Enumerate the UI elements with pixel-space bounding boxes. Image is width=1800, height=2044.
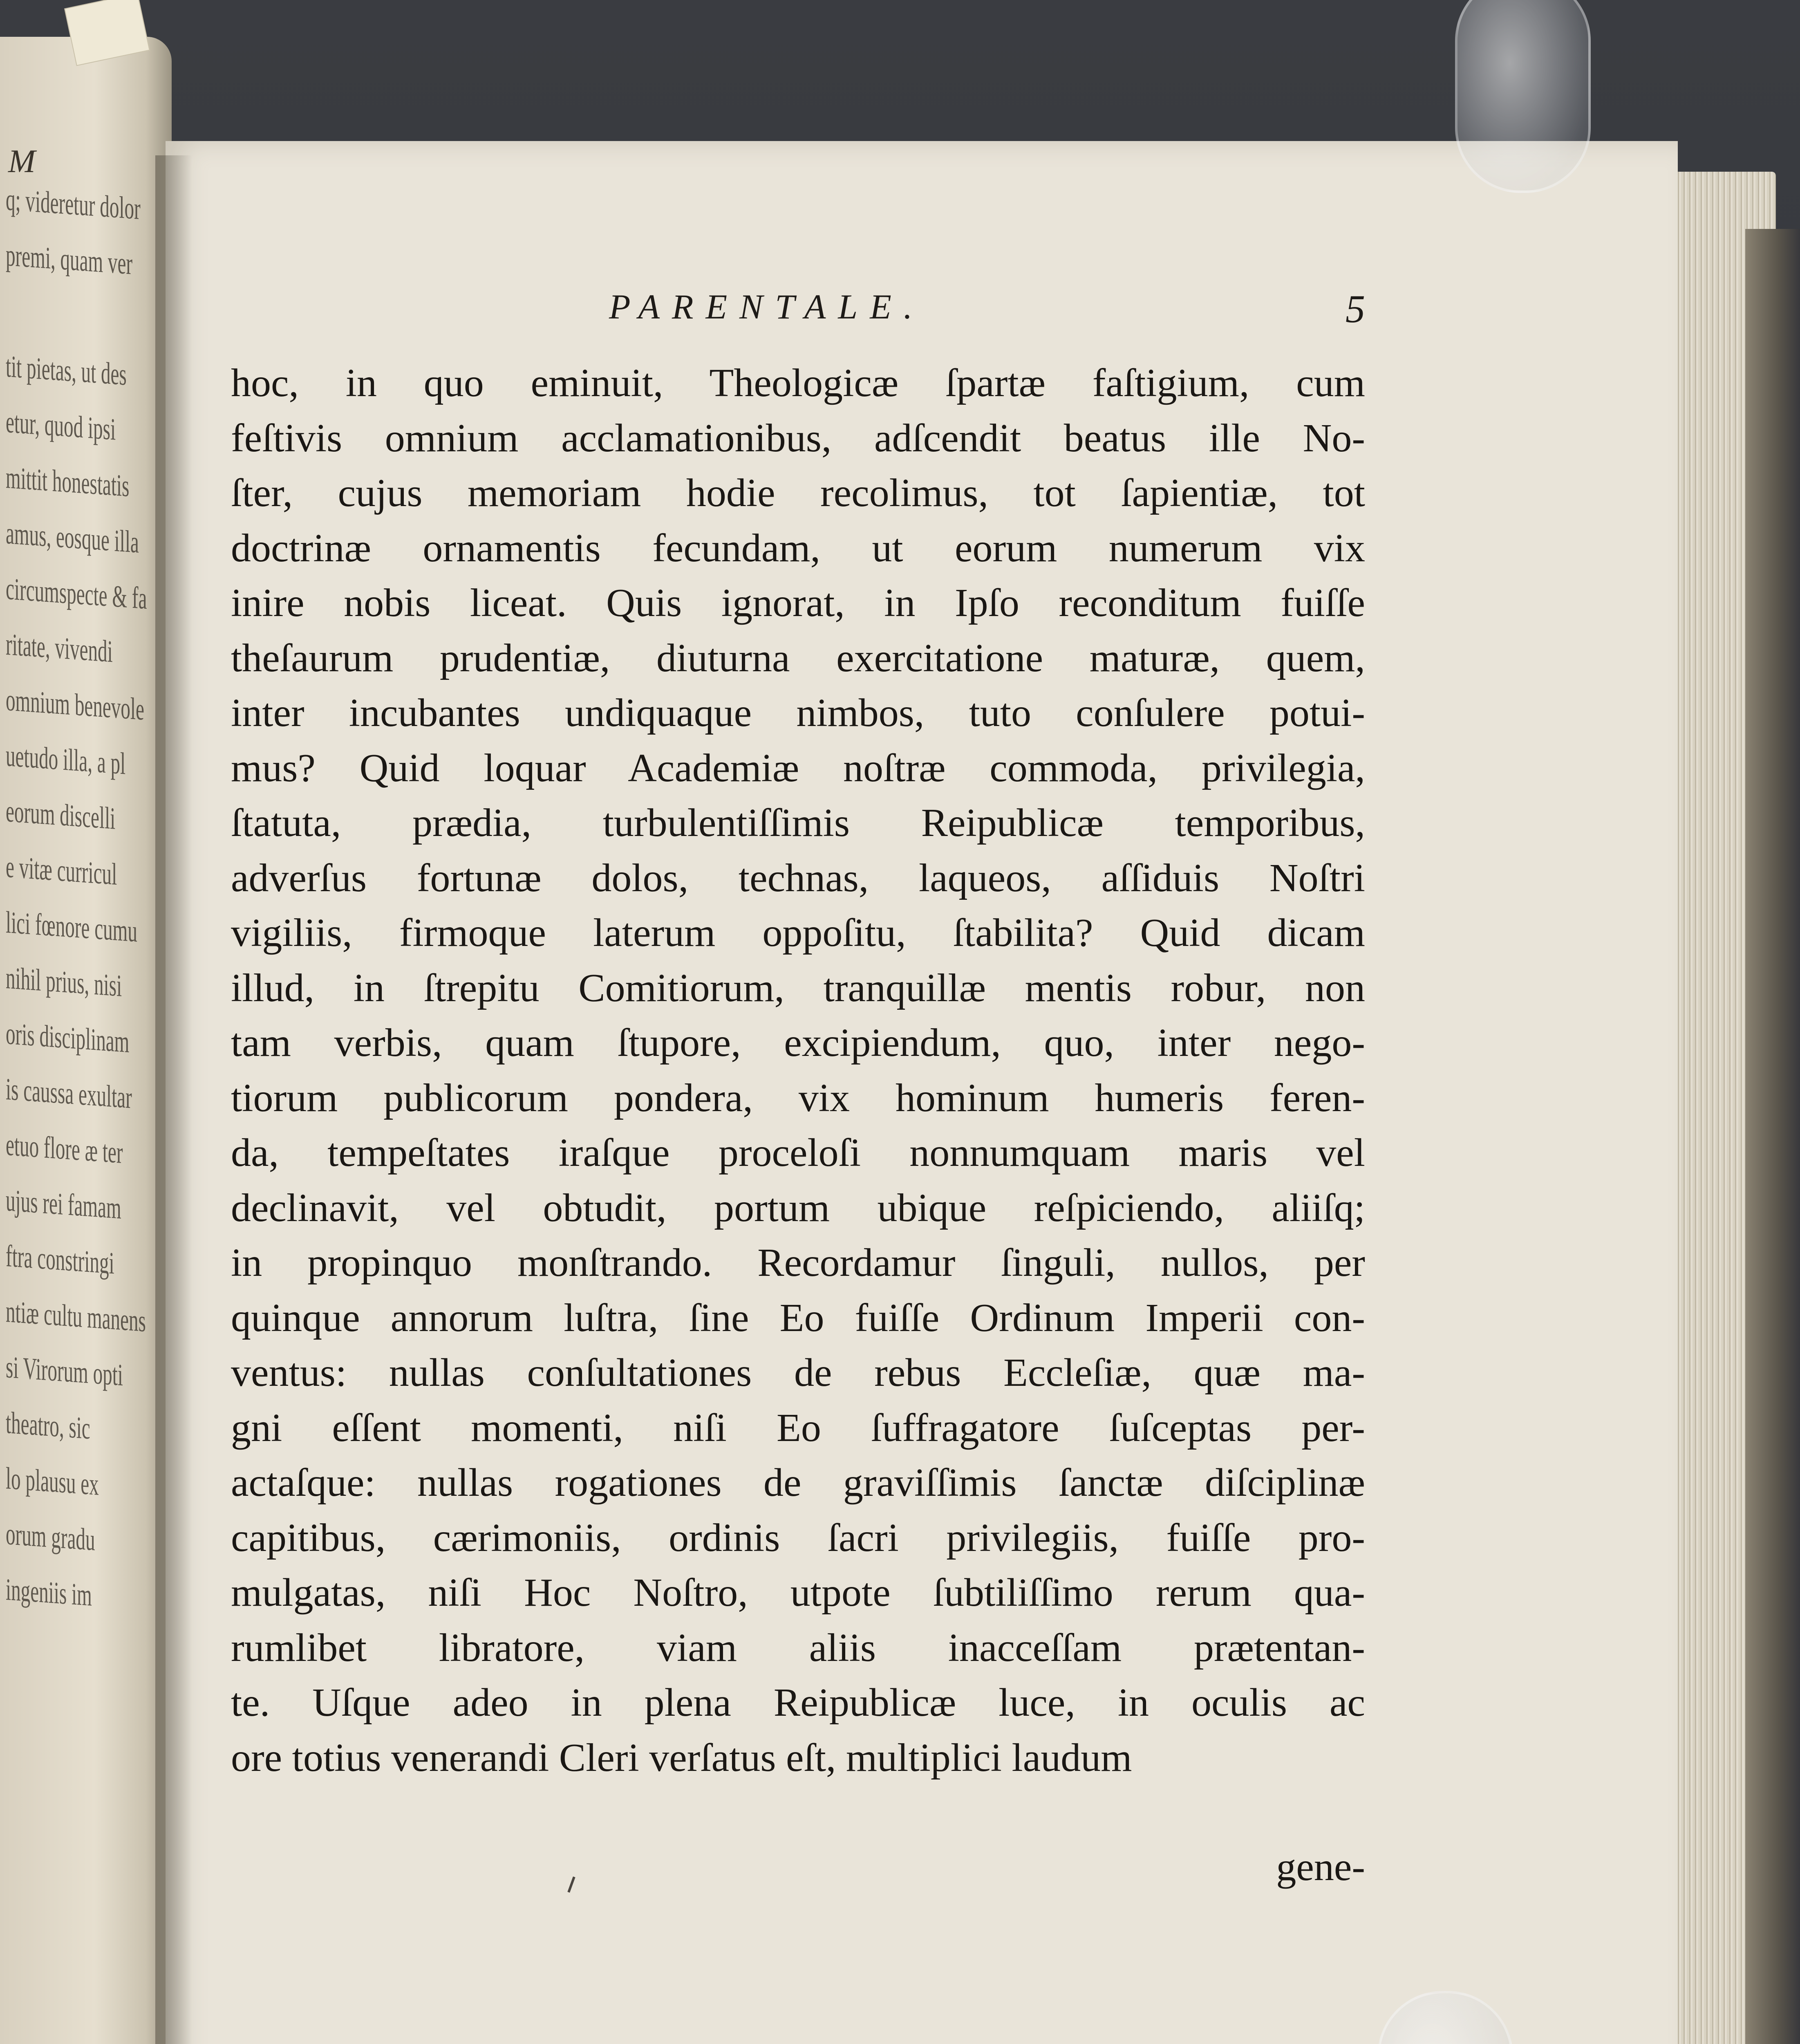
left-page-line: ntiæ cultu manens bbox=[6, 1294, 146, 1338]
text-line: hoc, in quo eminuit, Theologicæ ſpartæ faſtigium, cum bbox=[231, 361, 1365, 405]
text-line: ore totius venerandi Cleri verſatus eſt, multiplici laudum bbox=[231, 1735, 1132, 1780]
left-page-line: e vitæ curricul bbox=[6, 849, 117, 892]
left-page-line: si Virorum opti bbox=[6, 1350, 123, 1393]
running-head bbox=[446, 286, 1365, 339]
left-page-line: eorum discelli bbox=[6, 794, 116, 836]
text-line: actaſque: nullas rogationes de graviſſimis ſanctæ diſciplinæ bbox=[231, 1461, 1365, 1505]
book-cover-edge bbox=[1745, 229, 1800, 2044]
page-number: 5 bbox=[1346, 287, 1365, 331]
glass-weight-top bbox=[1455, 0, 1591, 193]
left-page-line: q; videretur dolor bbox=[6, 182, 141, 226]
text-line: te. Uſque adeo in plena Reipublicæ luce, in oculis ac bbox=[231, 1681, 1365, 1725]
body-text bbox=[231, 356, 1365, 1889]
left-page-line: amus, eosque illa bbox=[6, 516, 139, 560]
catchword: gene- bbox=[1276, 1845, 1365, 1889]
left-page-line: uetudo illa, a pl bbox=[6, 738, 126, 781]
left-page-line: orum gradu bbox=[6, 1517, 95, 1558]
left-page-edge bbox=[0, 37, 172, 2044]
text-line: ſtatuta, prædia, turbulentiſſimis Reipublicæ temporibus, bbox=[231, 801, 1365, 845]
left-page-line bbox=[6, 283, 112, 346]
left-page-line: mittit honestatis bbox=[6, 460, 130, 504]
text-line: mulgatas, niſi Hoc Noſtro, utpote ſubtiliſſimo rerum qua- bbox=[231, 1571, 1365, 1615]
text-line: mus? Quid loquar Academiæ noſtræ commoda, privilegia, bbox=[231, 746, 1365, 790]
left-page-line: omnium benevole bbox=[6, 683, 144, 727]
left-page-marginal-mark: M bbox=[8, 143, 36, 179]
text-line: tam verbis, quam ſtupore, excipiendum, quo, inter nego- bbox=[231, 1021, 1365, 1065]
left-page-line: ftra constringi bbox=[6, 1239, 114, 1281]
text-line: inire nobis liceat. Quis ignorat, in Ipſo reconditum fuiſſe bbox=[231, 581, 1365, 625]
left-page-line: ingeniis im bbox=[6, 1572, 92, 1613]
left-page-line: circumspecte & fa bbox=[6, 572, 147, 616]
text-line: vigiliis, firmoque laterum oppoſitu, ſtabilita? Quid dicam bbox=[231, 911, 1365, 955]
text-line: in propinquo monſtrando. Recordamur ſinguli, nullos, per bbox=[231, 1241, 1365, 1285]
text-line: feſtivis omnium acclamationibus, adſcendit beatus ille No- bbox=[231, 416, 1365, 460]
left-page-line: is caussa exultar bbox=[6, 1072, 132, 1115]
text-line: doctrinæ ornamentis fecundam, ut eorum numerum vix bbox=[231, 526, 1365, 570]
text-line: ventus: nullas conſultationes de rebus Eccleſiæ, quæ ma- bbox=[231, 1351, 1365, 1395]
left-page-line: ritate, vivendi bbox=[6, 627, 113, 669]
text-line: ſter, cujus memoriam hodie recolimus, tot ſapientiæ, tot bbox=[231, 471, 1365, 515]
left-page-line: ujus rei famam bbox=[6, 1183, 121, 1226]
left-page-line: lo plausu ex bbox=[6, 1461, 99, 1502]
left-page-line: etuo flore æ ter bbox=[6, 1127, 123, 1170]
left-page-text bbox=[6, 172, 147, 1625]
left-page-line: tit pietas, ut des bbox=[6, 349, 127, 392]
text-line: theſaurum prudentiæ, diuturna exercitatione maturæ, quem, bbox=[231, 636, 1365, 680]
text-line: da, tempeſtates iraſque proceloſi nonnumquam maris vel bbox=[231, 1131, 1365, 1175]
text-line: rumlibet libratore, viam aliis inacceſſam prætentan- bbox=[231, 1625, 1365, 1670]
left-page-line: oris disciplinam bbox=[6, 1016, 130, 1060]
gutter-shadow bbox=[155, 155, 192, 2044]
text-line: declinavit, vel obtudit, portum ubique reſpiciendo, aliiſq; bbox=[231, 1186, 1365, 1230]
left-page-line: theatro, sic bbox=[6, 1405, 90, 1446]
left-page-line: premi, quam ver bbox=[6, 238, 133, 281]
text-line: inter incubantes undiquaque nimbos, tuto conſulere potui- bbox=[231, 691, 1365, 735]
left-page-line: lici fœnore cumu bbox=[6, 905, 137, 949]
text-line: quinque annorum luſtra, ſine Eo fuiſſe Ordinum Imperii con- bbox=[231, 1295, 1365, 1340]
text-line: tiorum publicorum pondera, vix hominum humeris feren- bbox=[231, 1076, 1365, 1120]
text-line: capitibus, cærimoniis, ordinis ſacri privilegiis, fuiſſe pro- bbox=[231, 1515, 1365, 1560]
text-line: adverſus fortunæ dolos, technas, laqueos, aſſiduis Noſtri bbox=[231, 856, 1365, 900]
left-page-line: nihil prius, nisi bbox=[6, 961, 122, 1003]
text-line: gni eſſent momenti, niſi Eo ſuffragatore ſuſceptas per- bbox=[231, 1405, 1365, 1450]
running-head-title: PARENTALE. bbox=[609, 287, 925, 326]
text-line: illud, in ſtrepitu Comitiorum, tranquillæ mentis robur, non bbox=[231, 966, 1365, 1010]
left-page-line: etur, quod ipsi bbox=[6, 405, 116, 447]
